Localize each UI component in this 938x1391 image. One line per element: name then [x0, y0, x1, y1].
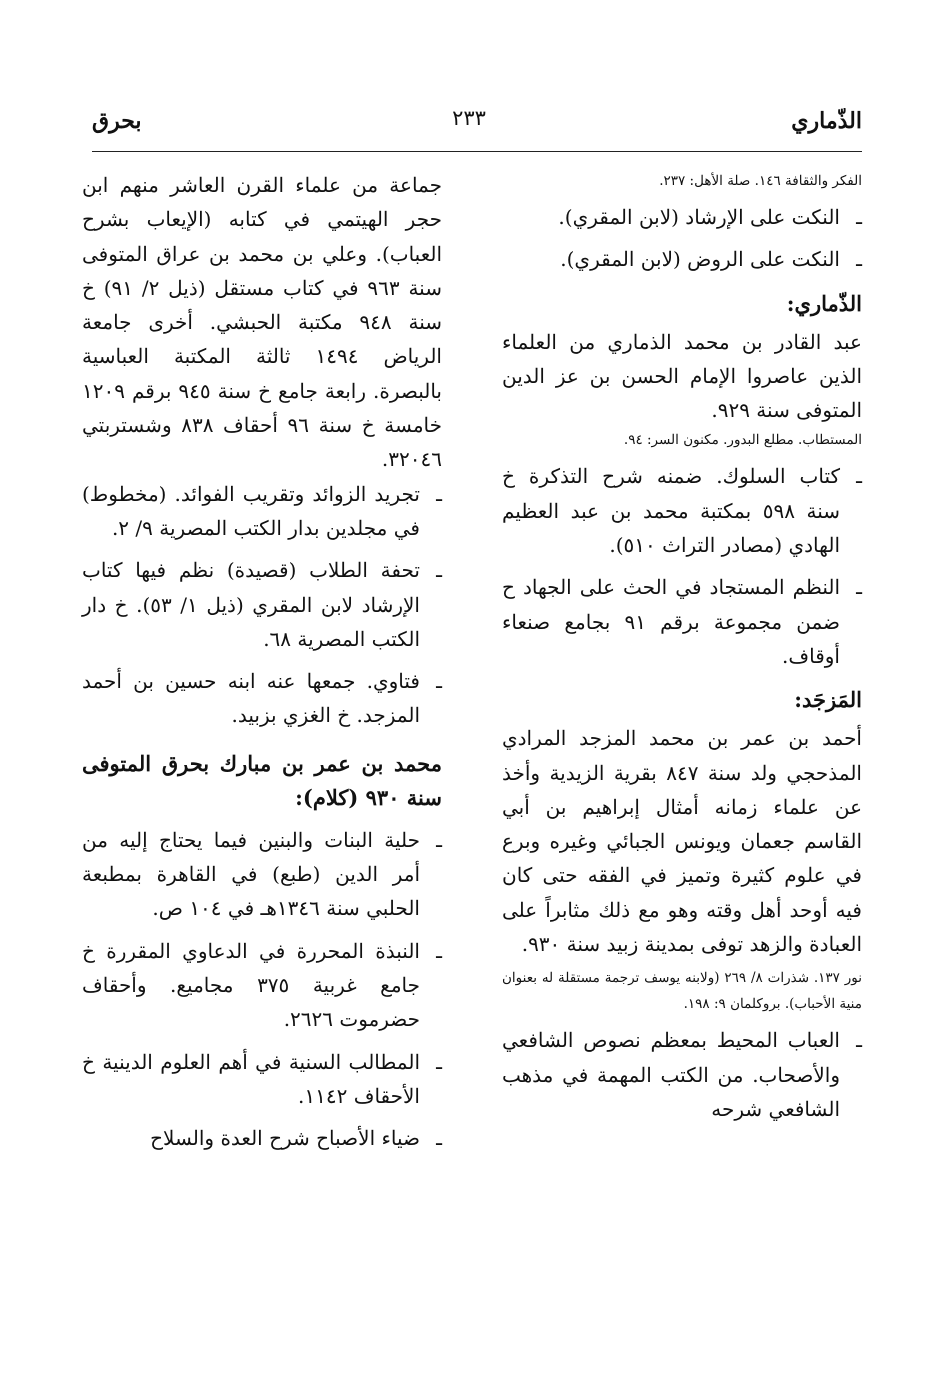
work-item: ـ فتاوي. جمعها عنه ابنه حسين بن أحمد المزجد. خ الغزي بزبيد.: [82, 664, 442, 733]
work-item: ـ العباب المحيط بمعظم نصوص الشافعي والأصحاب. من الكتب المهمة في مذهب الشافعي شرحه: [502, 1023, 862, 1126]
entry-heading: المَزجَد:: [794, 687, 862, 713]
entry-body: أحمد بن عمر بن محمد المزجد المرادي المذحجي ولد سنة ٨٤٧ بقرية الزيدية وأخذ عن علماء زمانه أمثال إبراهيم بن أبي القاسم جعمان ويونس الجبائي وغيره وبرع في علوم كثيرة وتميز في الفقه حتى كان فيه أوحد أهل وقته وهو مع ذلك مثابراً على العبادة والزهد توفى بمدينة زبيد سنة ٩٣٠.: [502, 726, 862, 957]
entry-sources: نور ١٣٧. شذرات ٨/ ٢٦٩ (ولابنه يوسف ترجمة مستقلة له بعنوان منية الأحباب). بروكلمان ٩: ١٩٨.: [502, 970, 862, 1013]
top-sources-note: الفكر والثقافة ١٤٦. صلة الأهل: ٢٣٧.: [659, 173, 862, 189]
work-item: ـ النبذة المحررة في الدعاوي المقررة خ جامع غربية ٣٧٥ مجاميع. وأحقاف حضرموت ٢٦٢٦.: [82, 934, 442, 1037]
work-item: ـ تحفة الطلاب (قصيدة) نظم فيها كتاب الإرشاد لابن المقري (ذيل ١/ ٥٣). خ دار الكتب المصرية ٦٨.: [82, 553, 442, 656]
entry-sources: المستطاب. مطلع البدور. مكنون السر: ٩٤.: [623, 432, 862, 449]
header-rule: [92, 151, 862, 152]
page-number: ٢٣٣: [452, 106, 486, 130]
work-item: ـ النكت على الروض (لابن المقري).: [502, 242, 862, 276]
left-column: [82, 168, 442, 1163]
running-header-left: بحرق: [92, 108, 142, 134]
running-header-right: الذّماري: [791, 108, 862, 134]
work-item: ـ تجريد الزوائد وتقريب الفوائد. (مخطوط) في مجلدين بدار الكتب المصرية ٩/ ٢.: [82, 477, 442, 546]
work-item: ـ حلية البنات والبنين فيما يحتاج إليه من أمر الدين (طبع) في القاهرة بمطبعة الحلبي سنة ١٣٤٦هـ في ١٠٤ ص.: [82, 823, 442, 926]
work-item: ـ النكت على الإرشاد (لابن المقري).: [502, 200, 862, 234]
continuation-text: جماعة من علماء القرن العاشر منهم ابن حجر الهيتمي في كتابه (الإيعاب بشرح العباب). وعلي بن محمد بن عراق المتوفى سنة ٩٦٣ في كتاب مستقل (ذيل ٢/ ٩١) خ سنة ٩٤٨ مكتبة الحبشي. أخرى جامعة الرياض ١٤٩٤ ثالثة المكتبة العباسية بالبصرة. رابعة جامع خ سنة ٩٤٥ برقم ١٢٠٩ خامسة خ سنة ٩٦ أحقاف ٨٣٨ وشستربتي ٣٢٠٤٦.: [82, 173, 442, 472]
work-item: ـ كتاب السلوك. ضمنه شرح التذكرة خ سنة ٥٩٨ بمكتبة محمد بن عبد العظيم الهادي (مصادر التراث ٥١٠).: [502, 459, 862, 562]
work-item: ـ ضياء الأصباح شرح العدة والسلاح: [82, 1121, 442, 1155]
entry-heading: محمد بن عمر بن مبارك بحرق المتوفى سنة ٩٣٠ (كلام):: [82, 750, 442, 810]
right-column: [502, 168, 862, 1134]
entry-heading: الذّماري:: [786, 290, 862, 316]
entry-body: عبد القادر بن محمد الذماري من العلماء الذين عاصروا الإمام الحسن بن عز الدين المتوفى سنة ٩٢٩.: [502, 329, 862, 423]
work-item: ـ المطالب السنية في أهم العلوم الدينية خ الأحقاف ١١٤٢.: [82, 1045, 442, 1114]
work-item: ـ النظم المستجاد في الحث على الجهاد ح ضمن مجموعة برقم ٩١ بجامع صنعاء أوقاف.: [502, 570, 862, 673]
